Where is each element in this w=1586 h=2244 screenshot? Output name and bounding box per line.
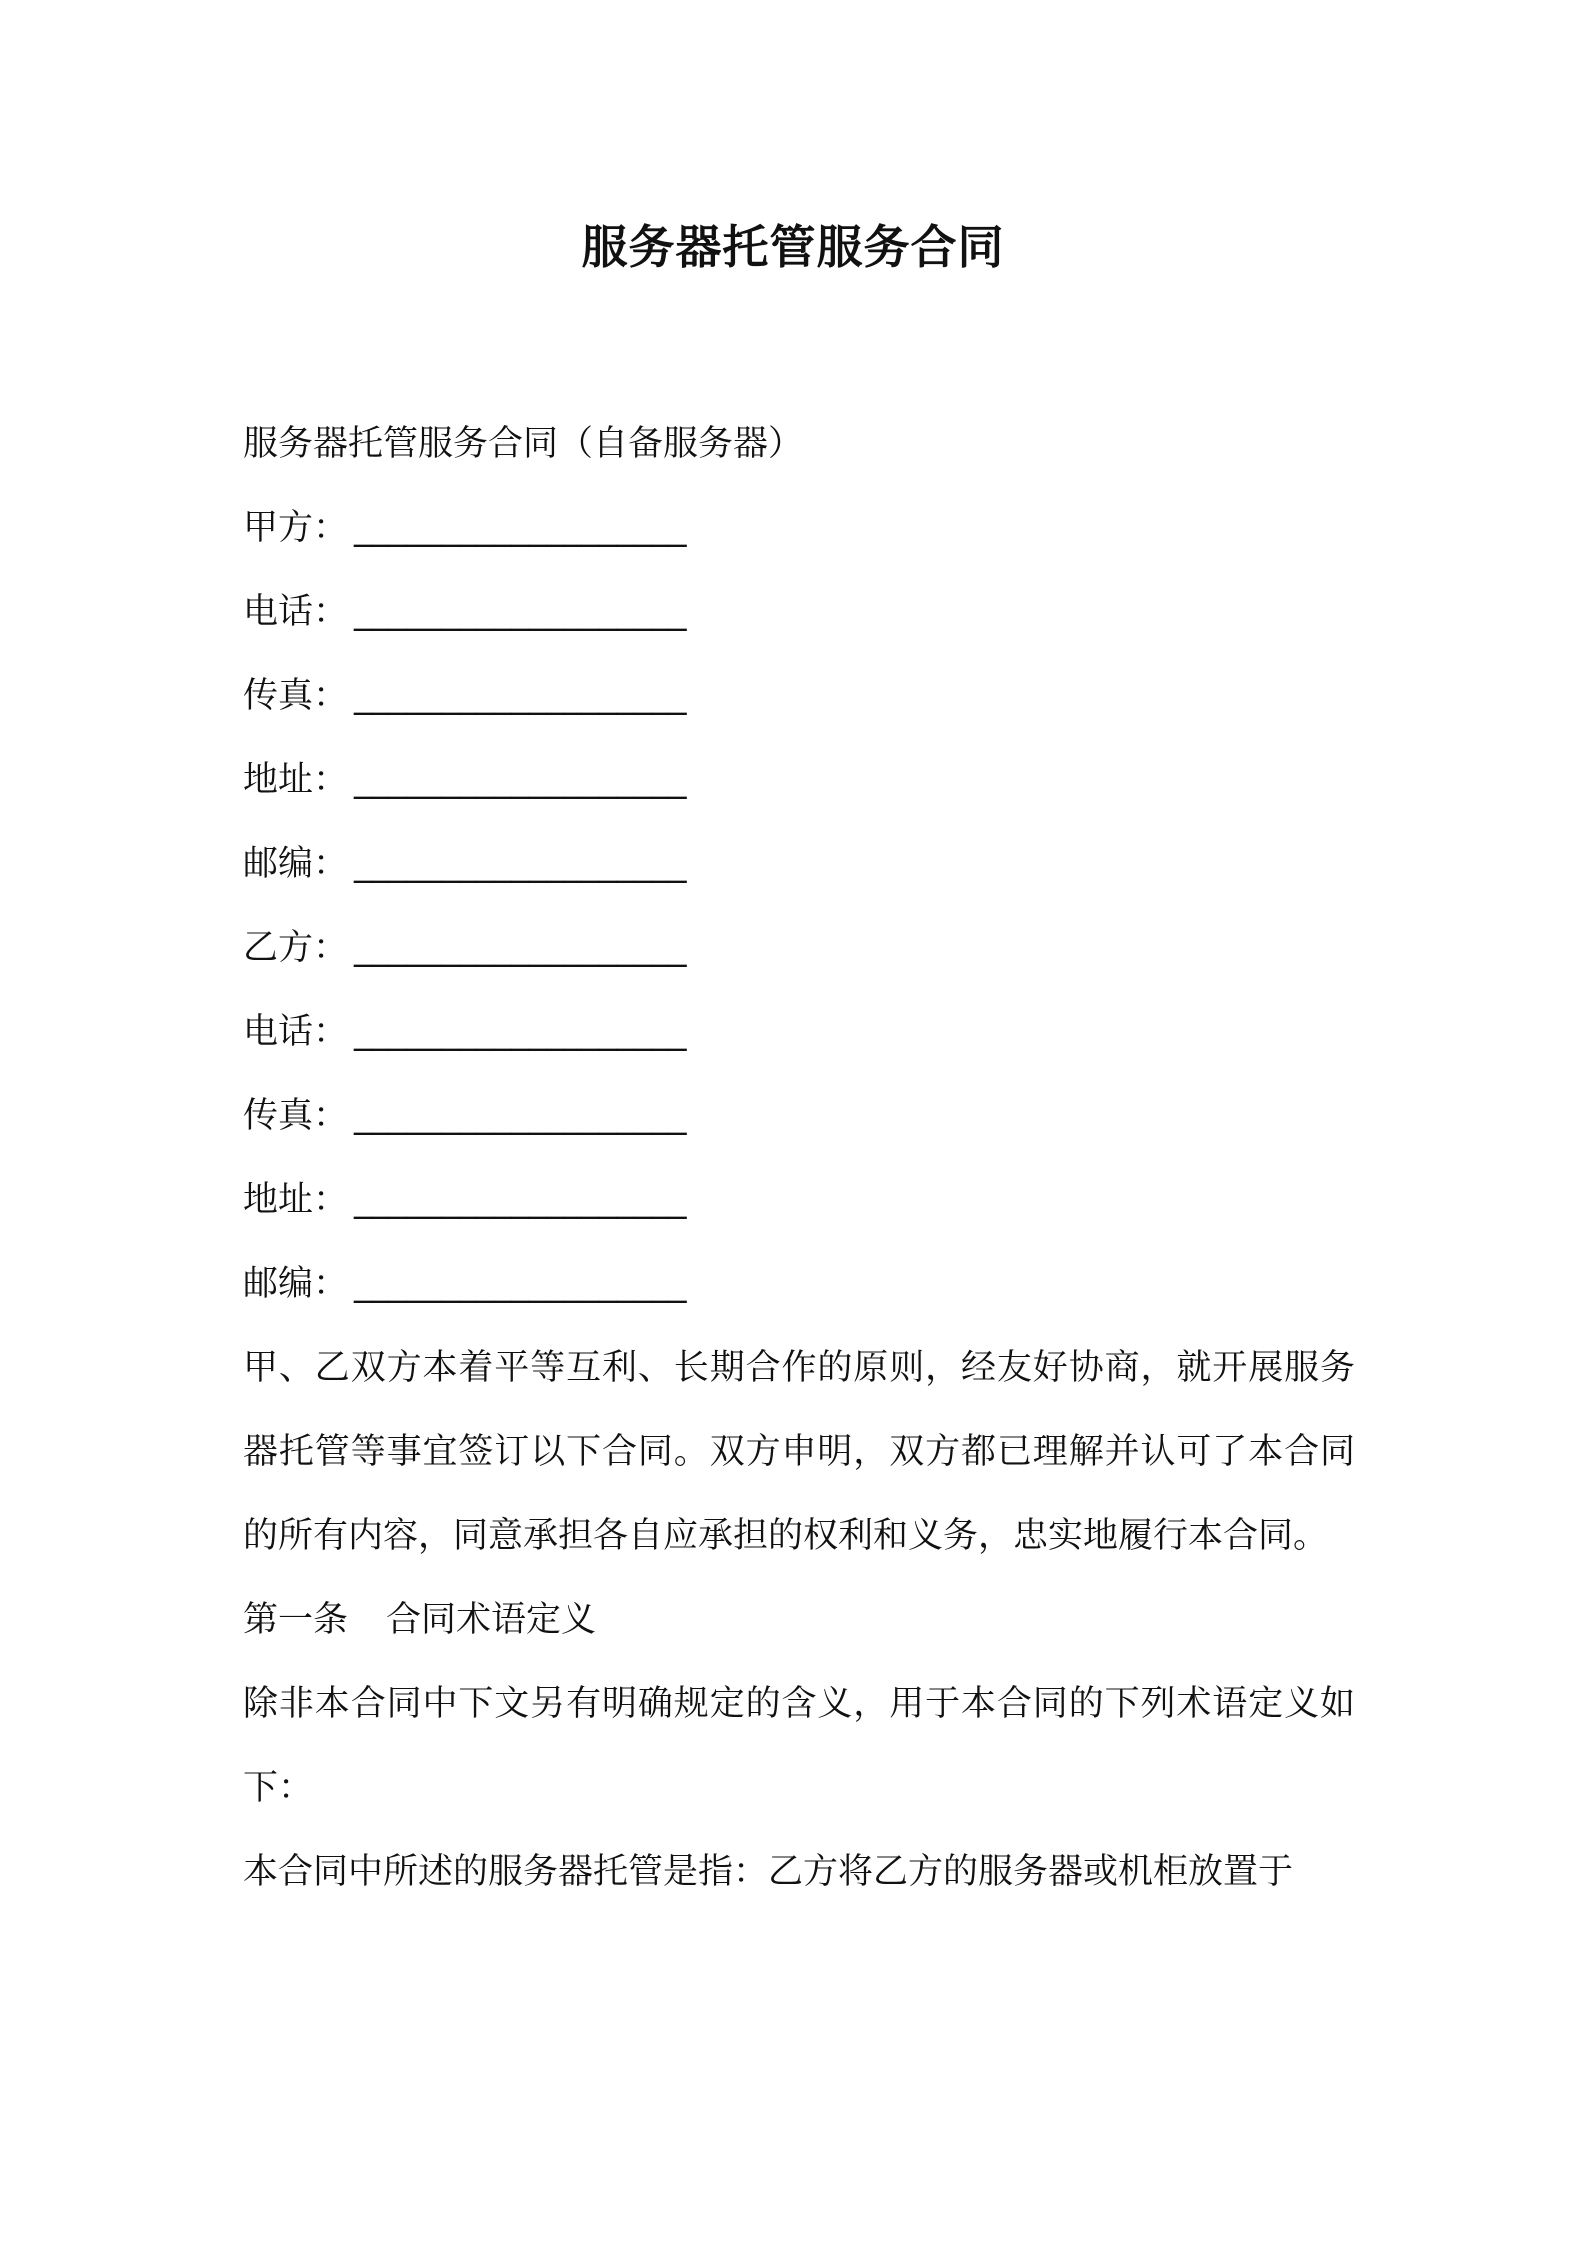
document-body	[243, 402, 1355, 1914]
field-label: 传真：	[243, 1096, 349, 1136]
article-number: 第一条	[243, 1600, 349, 1640]
document-subtitle: 服务器托管服务合同（自备服务器）	[243, 424, 804, 464]
field-label: 甲方：	[243, 508, 349, 548]
field-label: 地址：	[243, 760, 349, 800]
party-a-name-field	[243, 486, 1355, 570]
fill-in-blank: ___________________	[354, 592, 687, 632]
party-a-address-field	[243, 738, 1355, 822]
fill-in-blank: ___________________	[354, 760, 687, 800]
article-1-intro-paragraph: 除非本合同中下文另有明确规定的含义，用于本合同的下列术语定义如下：	[243, 1684, 1355, 1808]
field-label: 地址：	[243, 1180, 349, 1220]
fill-in-blank: ___________________	[354, 1096, 687, 1136]
article-1-definition-paragraph: 本合同中所述的服务器托管是指：乙方将乙方的服务器或机柜放置于	[243, 1852, 1294, 1892]
article-title: 合同术语定义	[386, 1600, 597, 1640]
party-b-fax-field	[243, 1074, 1355, 1158]
fill-in-blank: ___________________	[354, 1012, 687, 1052]
fill-in-blank: ___________________	[354, 1264, 687, 1304]
party-a-phone-field	[243, 570, 1355, 654]
fill-in-blank: ___________________	[354, 844, 687, 884]
fill-in-blank: ___________________	[354, 676, 687, 716]
fill-in-blank: ___________________	[354, 928, 687, 968]
fill-in-blank: ___________________	[354, 1180, 687, 1220]
field-label: 邮编：	[243, 844, 349, 884]
document-title: 服务器托管服务合同	[581, 220, 1005, 274]
field-label: 邮编：	[243, 1264, 349, 1304]
preamble-paragraph: 甲、乙双方本着平等互利、长期合作的原则，经友好协商，就开展服务器托管等事宜签订以下合同。双方申明，双方都已理解并认可了本合同的所有内容，同意承担各自应承担的权利和义务，忠实地履行本合同。	[243, 1348, 1355, 1556]
article-1-heading	[243, 1578, 1355, 1662]
field-label: 传真：	[243, 676, 349, 716]
party-b-address-field	[243, 1158, 1355, 1242]
party-a-postcode-field	[243, 822, 1355, 906]
field-label: 电话：	[243, 592, 349, 632]
party-b-phone-field	[243, 990, 1355, 1074]
party-a-fax-field	[243, 654, 1355, 738]
party-b-name-field	[243, 906, 1355, 990]
party-b-block	[243, 906, 1355, 1326]
party-a-block	[243, 486, 1355, 906]
field-label: 乙方：	[243, 928, 349, 968]
party-b-postcode-field	[243, 1242, 1355, 1326]
fill-in-blank: ___________________	[354, 508, 687, 548]
field-label: 电话：	[243, 1012, 349, 1052]
